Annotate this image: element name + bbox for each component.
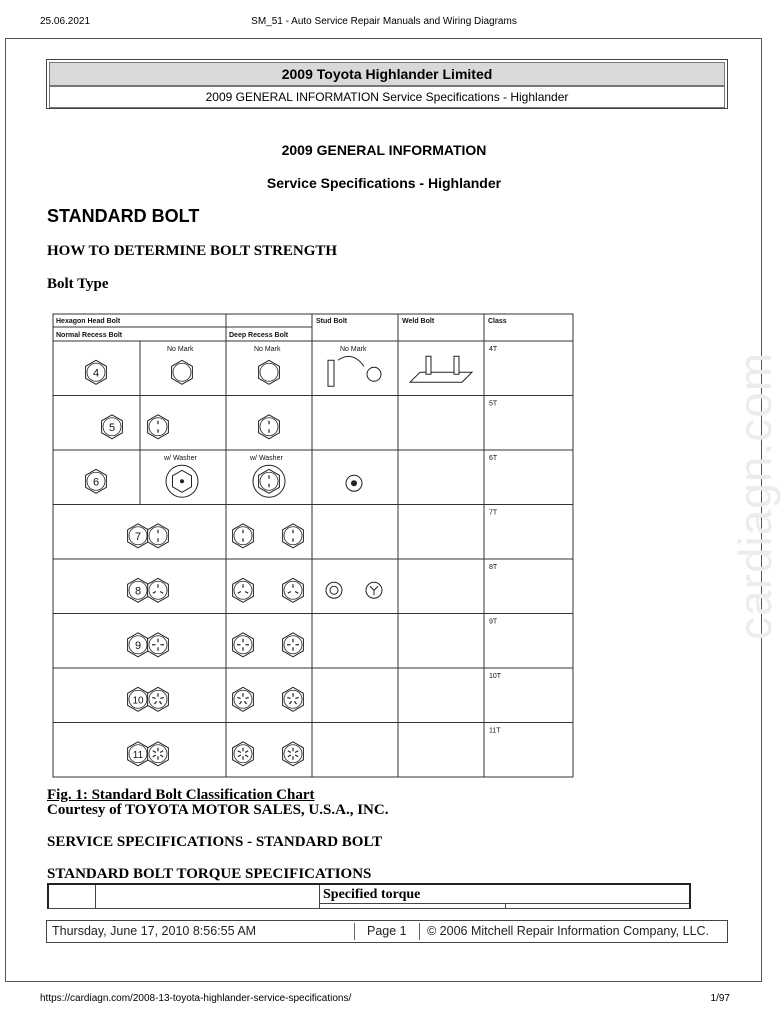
subsection-title: HOW TO DETERMINE BOLT STRENGTH bbox=[47, 243, 338, 259]
normal-recess-5t bbox=[148, 415, 169, 439]
normal-recess-8T bbox=[148, 578, 169, 602]
class-label-6T: 6T bbox=[489, 455, 498, 462]
normal-recess-11T bbox=[148, 742, 169, 766]
print-url: https://cardiagn.com/2008-13-toyota-highlander-service-specifications/ bbox=[40, 993, 352, 1004]
hex-bolt-7 bbox=[128, 524, 149, 548]
header-stud: Stud Bolt bbox=[316, 318, 348, 325]
header-hex-head: Hexagon Head Bolt bbox=[56, 318, 121, 325]
deep-recess-b-9T bbox=[283, 633, 304, 657]
normal-recess-10T bbox=[148, 687, 169, 711]
normal-recess-7T bbox=[148, 524, 169, 548]
class-label-7T: 7T bbox=[489, 509, 498, 517]
header-deep-recess: Deep Recess Bolt bbox=[229, 332, 289, 339]
print-page-title: SM_51 - Auto Service Repair Manuals and Wiring Diagrams bbox=[251, 16, 517, 27]
figure-credit: Courtesy of TOYOTA MOTOR SALES, U.S.A., INC. bbox=[47, 802, 389, 818]
class-label-8T: 8T bbox=[489, 564, 498, 571]
hex-bolt-6-number: 6 bbox=[92, 476, 100, 489]
deep-recess-b-7T bbox=[283, 524, 304, 548]
stud-bolt-4t bbox=[328, 356, 381, 386]
specified-torque-header: Specified torque bbox=[323, 887, 421, 902]
note-washer-deep: w/ Washer bbox=[250, 455, 283, 462]
header-class: Class bbox=[488, 318, 507, 325]
hex-bolt-4-number: 4 bbox=[92, 367, 100, 380]
note-no-mark-normal: No Mark bbox=[167, 346, 194, 353]
bolt-type-label: Bolt Type bbox=[47, 276, 109, 292]
deep-recess-b-10T bbox=[283, 687, 304, 711]
note-no-mark-deep: No Mark bbox=[254, 346, 281, 353]
bolt-classification-chart bbox=[52, 313, 574, 778]
hex-bolt-8-number: 8 bbox=[134, 585, 142, 598]
vehicle-title: 2009 Toyota Highlander Limited bbox=[49, 62, 725, 86]
header-normal-recess: Normal Recess Bolt bbox=[56, 332, 123, 339]
class-label-5T: 5T bbox=[489, 400, 498, 408]
normal-recess-9T bbox=[148, 633, 169, 657]
hex-bolt-9-number: 9 bbox=[134, 639, 142, 652]
hex-bolt-8 bbox=[128, 578, 149, 602]
print-date: 25.06.2021 bbox=[40, 16, 91, 27]
watermark: cardiagn.com bbox=[729, 351, 781, 640]
hex-bolt-9 bbox=[128, 633, 149, 657]
hex-bolt-11 bbox=[128, 742, 149, 766]
figure-caption: Fig. 1: Standard Bolt Classification Chart bbox=[47, 787, 315, 803]
footer-copyright: © 2006 Mitchell Repair Information Company, LLC. bbox=[427, 924, 710, 938]
hex-bolt-6 bbox=[86, 469, 107, 493]
footer-timestamp: Thursday, June 17, 2010 8:56:55 AM bbox=[52, 924, 257, 938]
class-label-11T: 11T bbox=[489, 727, 501, 735]
deep-recess-b-11T bbox=[283, 742, 304, 766]
torque-table-header bbox=[47, 883, 691, 909]
stud-bolt-8t-b bbox=[366, 582, 382, 598]
deep-recess-a-7T bbox=[233, 524, 254, 548]
note-washer-normal: w/ Washer bbox=[164, 455, 197, 462]
service-spec-title: SERVICE SPECIFICATIONS - STANDARD BOLT bbox=[47, 834, 383, 850]
hex-bolt-10-number: 10 bbox=[132, 695, 144, 707]
deep-recess-b-8T bbox=[283, 578, 304, 602]
general-info-heading: 2009 GENERAL INFORMATION bbox=[281, 142, 487, 158]
deep-recess-a-10T bbox=[233, 687, 254, 711]
header-weld: Weld Bolt bbox=[402, 318, 435, 325]
document-subtitle: 2009 GENERAL INFORMATION Service Specifications - Highlander bbox=[49, 86, 725, 108]
hex-bolt-11-number: 11 bbox=[132, 749, 144, 761]
page-footer bbox=[46, 920, 728, 943]
class-label-9T: 9T bbox=[489, 618, 498, 626]
deep-recess-a-8T bbox=[233, 578, 254, 602]
note-no-mark-stud: No Mark bbox=[340, 346, 367, 353]
section-title: STANDARD BOLT bbox=[47, 206, 200, 226]
torque-spec-title: STANDARD BOLT TORQUE SPECIFICATIONS bbox=[47, 866, 372, 882]
washer-bolt-6t bbox=[166, 465, 198, 497]
hex-bolt-7-number: 7 bbox=[134, 530, 142, 543]
normal-recess-no-mark bbox=[172, 360, 193, 384]
hex-bolt-5 bbox=[102, 415, 123, 439]
weld-bolt-4t bbox=[410, 356, 472, 382]
class-label-4T: 4T bbox=[489, 346, 498, 353]
hex-bolt-4 bbox=[86, 360, 107, 384]
service-spec-heading: Service Specifications - Highlander bbox=[266, 175, 502, 191]
print-page-count: 1/97 bbox=[710, 993, 730, 1004]
stud-bolt-6t bbox=[346, 475, 362, 491]
deep-recess-no-mark bbox=[259, 360, 280, 384]
hex-bolt-5-number: 5 bbox=[108, 421, 116, 434]
footer-page: Page 1 bbox=[367, 924, 407, 938]
stud-bolt-8t-a bbox=[326, 582, 342, 598]
document-header bbox=[46, 59, 728, 109]
deep-recess-5t bbox=[259, 415, 280, 439]
deep-recess-a-11T bbox=[233, 742, 254, 766]
deep-recess-a-9T bbox=[233, 633, 254, 657]
class-label-10T: 10T bbox=[489, 673, 502, 680]
hex-bolt-10 bbox=[128, 687, 149, 711]
